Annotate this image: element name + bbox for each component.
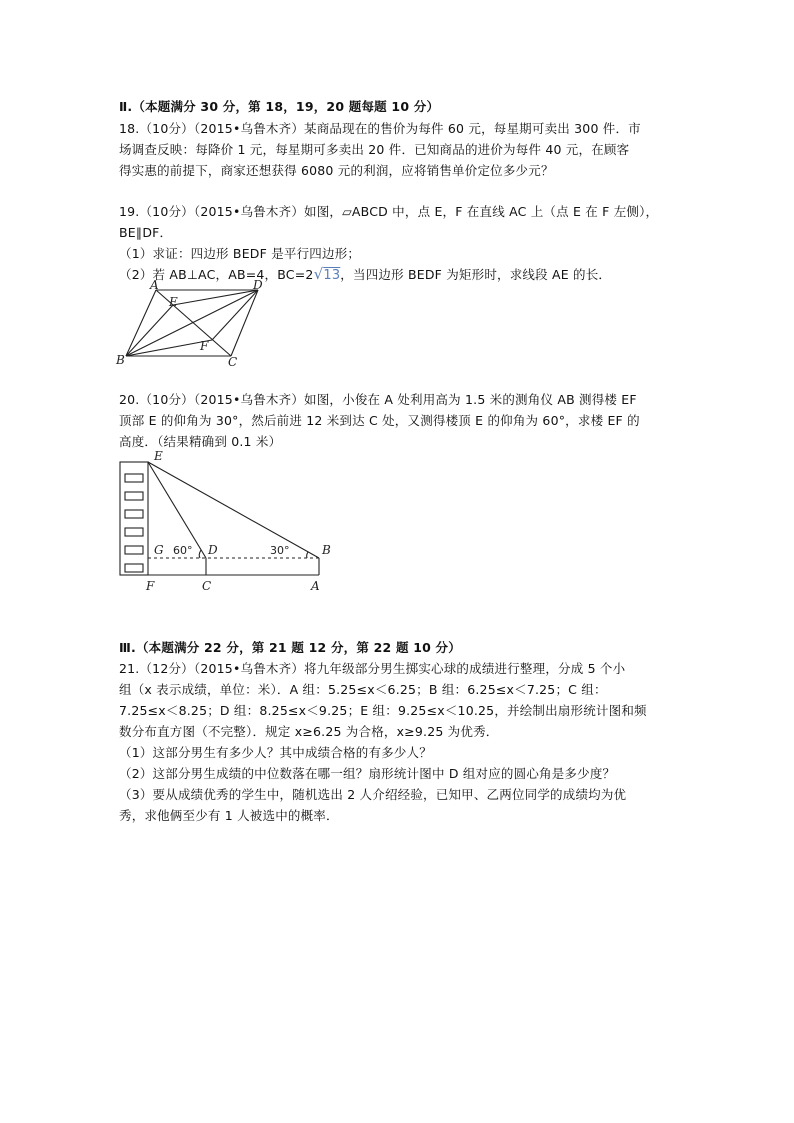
label-A: A xyxy=(311,579,320,593)
building-window xyxy=(125,564,143,572)
q21-line-1: 21.（12分）（2015•乌鲁木齐）将九年级部分男生掷实心球的成绩进行整理，分成 5 个小 xyxy=(119,661,626,676)
section2-heading: Ⅱ.（本题满分 30 分，第 18，19，20 题每题 10 分） xyxy=(119,99,440,114)
building-window xyxy=(125,528,143,536)
q21-line-3: 7.25≤x＜8.25；D 组：8.25≤x＜9.25；E 组：9.25≤x＜10.25，并绘制出扇形统计图和频 xyxy=(119,703,647,718)
label-F: F xyxy=(146,579,155,593)
q21-line-5: （1）这部分男生有多少人？其中成绩合格的有多少人？ xyxy=(119,745,432,760)
label-C: C xyxy=(202,579,212,593)
q21-line-7: （3）要从成绩优秀的学生中，随机选出 2 人介绍经验，已知甲、乙两位同学的成绩均为优 xyxy=(119,787,627,802)
label-A: A xyxy=(150,278,159,292)
q19-figure xyxy=(112,280,272,372)
segment-ED xyxy=(173,290,258,305)
angle-30-label: 30° xyxy=(270,544,290,557)
angle-arc-30 xyxy=(307,552,308,558)
building-window xyxy=(125,510,143,518)
segment-DC xyxy=(231,290,258,356)
label-B: B xyxy=(322,543,331,557)
sqrt-expression xyxy=(314,267,341,282)
label-E: E xyxy=(154,449,163,463)
q20-figure xyxy=(110,448,340,594)
label-E: E xyxy=(169,295,178,309)
q18-line-3: 得实惠的前提下，商家还想获得 6080 元的利润，应将销售单价定位多少元？ xyxy=(119,163,554,178)
radicand: 13 xyxy=(323,268,341,283)
label-F: F xyxy=(200,339,209,353)
segment-FD xyxy=(212,290,258,340)
q20-line-1: 20.（10分）（2015•乌鲁木齐）如图，小俊在 A 处利用高为 1.5 米的测角仪 AB 测得楼 EF xyxy=(119,392,637,407)
q18-line-1: 18.（10分）（2015•乌鲁木齐）某商品现在的售价为每件 60 元，每星期可卖出 300 件．市 xyxy=(119,121,641,136)
q19-part2-suffix: ，当四边形 BEDF 为矩形时，求线段 AE 的长． xyxy=(340,267,612,282)
q20-line-3: 高度．（结果精确到 0.1 米） xyxy=(119,434,282,449)
q19-line-1: 19.（10分）（2015•乌鲁木齐）如图，▱ABCD 中，点 E，F 在直线 AC 上（点 E 在 F 左侧）， xyxy=(119,204,659,219)
q21-line-4: 数分布直方图（不完整）．规定 x≥6.25 为合格，x≥9.25 为优秀． xyxy=(119,724,499,739)
q20-line-2: 顶部 E 的仰角为 30°，然后前进 12 米到达 C 处，又测得楼顶 E 的仰角为 60°，求楼 EF 的 xyxy=(119,413,640,428)
q19-line-2: BE∥DF． xyxy=(119,225,173,240)
building-window xyxy=(125,492,143,500)
label-C: C xyxy=(228,355,238,369)
segment-AB xyxy=(126,290,156,356)
diagonal-AC xyxy=(156,290,231,356)
label-D: D xyxy=(253,278,263,292)
building-window xyxy=(125,474,143,482)
radical-sign: √ xyxy=(313,265,324,283)
label-G: G xyxy=(154,543,164,557)
section3-heading: Ⅲ.（本题满分 22 分，第 21 题 12 分，第 22 题 10 分） xyxy=(119,640,461,655)
q21-line-8: 秀，求他俩至少有 1 人被选中的概率． xyxy=(119,808,339,823)
q21-line-6: （2）这部分男生成绩的中位数落在哪一组？扇形统计图中 D 组对应的圆心角是多少度？ xyxy=(119,766,616,781)
diagonal-BD xyxy=(126,290,258,356)
q19-line-3: （1）求证：四边形 BEDF 是平行四边形； xyxy=(119,246,361,261)
q19-part2-prefix: （2）若 AB⊥AC，AB=4，BC=2 xyxy=(119,267,314,282)
q21-line-2: 组（x 表示成绩，单位：米）．A 组：5.25≤x＜6.25；B 组：6.25≤x＜7.25；C 组： xyxy=(119,682,607,697)
angle-arc-60 xyxy=(199,550,201,558)
angle-60-label: 60° xyxy=(173,544,193,557)
label-D: D xyxy=(208,543,218,557)
building-window xyxy=(125,546,143,554)
q18-line-2: 场调查反映：每降价 1 元，每星期可多卖出 20 件．已知商品的进价为每件 40 元，在顾客 xyxy=(119,142,630,157)
label-B: B xyxy=(116,353,125,367)
